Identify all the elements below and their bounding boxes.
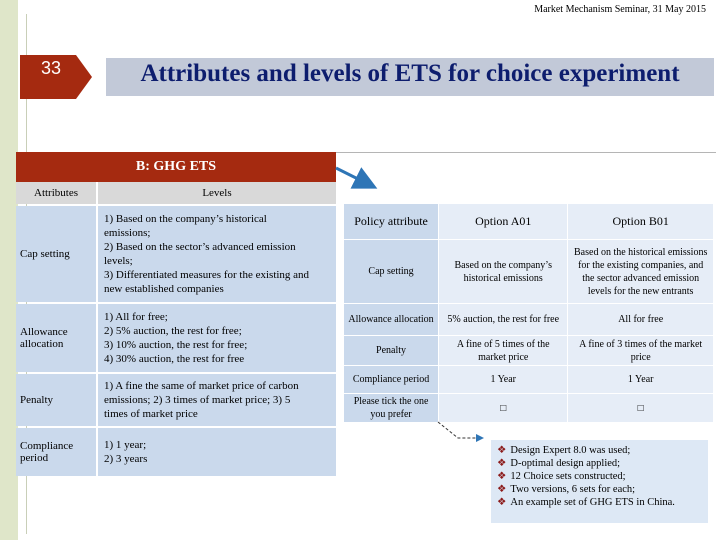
note-item: ❖ Two versions, 6 sets for each; bbox=[497, 484, 636, 495]
header-note: Market Mechanism Seminar, 31 May 2015 bbox=[534, 4, 706, 15]
rt-b-compliance: 1 Year bbox=[568, 366, 714, 394]
rt-attr-cap-setting: Cap setting bbox=[344, 240, 439, 304]
rt-header-policy: Policy attribute bbox=[344, 204, 439, 240]
rt-b-penalty: A fine of 3 times of the market price bbox=[568, 336, 714, 366]
rt-header-option-a: Option A01 bbox=[439, 204, 568, 240]
rt-b-allowance: All for free bbox=[568, 304, 714, 336]
note-item: ❖ 12 Choice sets constructed; bbox=[497, 471, 626, 482]
rt-attr-tick-prompt: Please tick the one you prefer bbox=[344, 394, 439, 423]
levels-penalty: 1) A fine the same of market price of carbon emissions; 2) 3 times of market price; 3) 5 times of market price bbox=[98, 374, 336, 426]
note-item: ❖ An example set of GHG ETS in China. bbox=[497, 497, 675, 508]
attr-penalty: Penalty bbox=[16, 374, 96, 426]
note-item: ❖ D-optimal design applied; bbox=[497, 458, 621, 469]
rt-header-option-b: Option B01 bbox=[568, 204, 714, 240]
col-header-attributes: Attributes bbox=[16, 182, 96, 204]
col-header-levels: Levels bbox=[98, 182, 336, 204]
rt-attr-compliance: Compliance period bbox=[344, 366, 439, 394]
rt-a-cap-setting: Based on the company’s historical emissions bbox=[439, 240, 568, 304]
rt-attr-allowance: Allowance allocation bbox=[344, 304, 439, 336]
levels-allowance-allocation: 1) All for free; 2) 5% auction, the rest for free; 3) 10% auction, the rest for free; 4) 30% auction, the rest for free bbox=[98, 304, 336, 372]
attr-allowance-allocation: Allowance allocation bbox=[16, 304, 96, 372]
levels-cap-setting: 1) Based on the company’s historical emissions; 2) Based on the sector’s advanced emission levels; 3) Differentiated measures for the existing and new established companies bbox=[98, 206, 336, 302]
attr-cap-setting: Cap setting bbox=[16, 206, 96, 302]
rt-a-checkbox[interactable]: □ bbox=[439, 394, 568, 423]
rt-attr-penalty: Penalty bbox=[344, 336, 439, 366]
left-table-title: B: GHG ETS bbox=[16, 152, 336, 182]
arrow-table-to-example-icon bbox=[336, 168, 372, 186]
rt-b-checkbox[interactable]: □ bbox=[568, 394, 714, 423]
note-item: ❖ Design Expert 8.0 was used; bbox=[497, 445, 631, 456]
levels-compliance-period: 1) 1 year; 2) 3 years bbox=[98, 428, 336, 476]
attr-compliance-period: Compliance period bbox=[16, 428, 96, 476]
rt-a-compliance: 1 Year bbox=[439, 366, 568, 394]
rt-a-allowance: 5% auction, the rest for free bbox=[439, 304, 568, 336]
rt-b-cap-setting: Based on the historical emissions for the existing companies, and the sector advanced emission levels for the new entrants bbox=[568, 240, 714, 304]
rt-a-penalty: A fine of 5 times of the market price bbox=[439, 336, 568, 366]
slide-title: Attributes and levels of ETS for choice experiment bbox=[140, 60, 680, 87]
arrow-to-notes-icon bbox=[438, 422, 482, 438]
slide-number: 33 bbox=[40, 58, 62, 78]
